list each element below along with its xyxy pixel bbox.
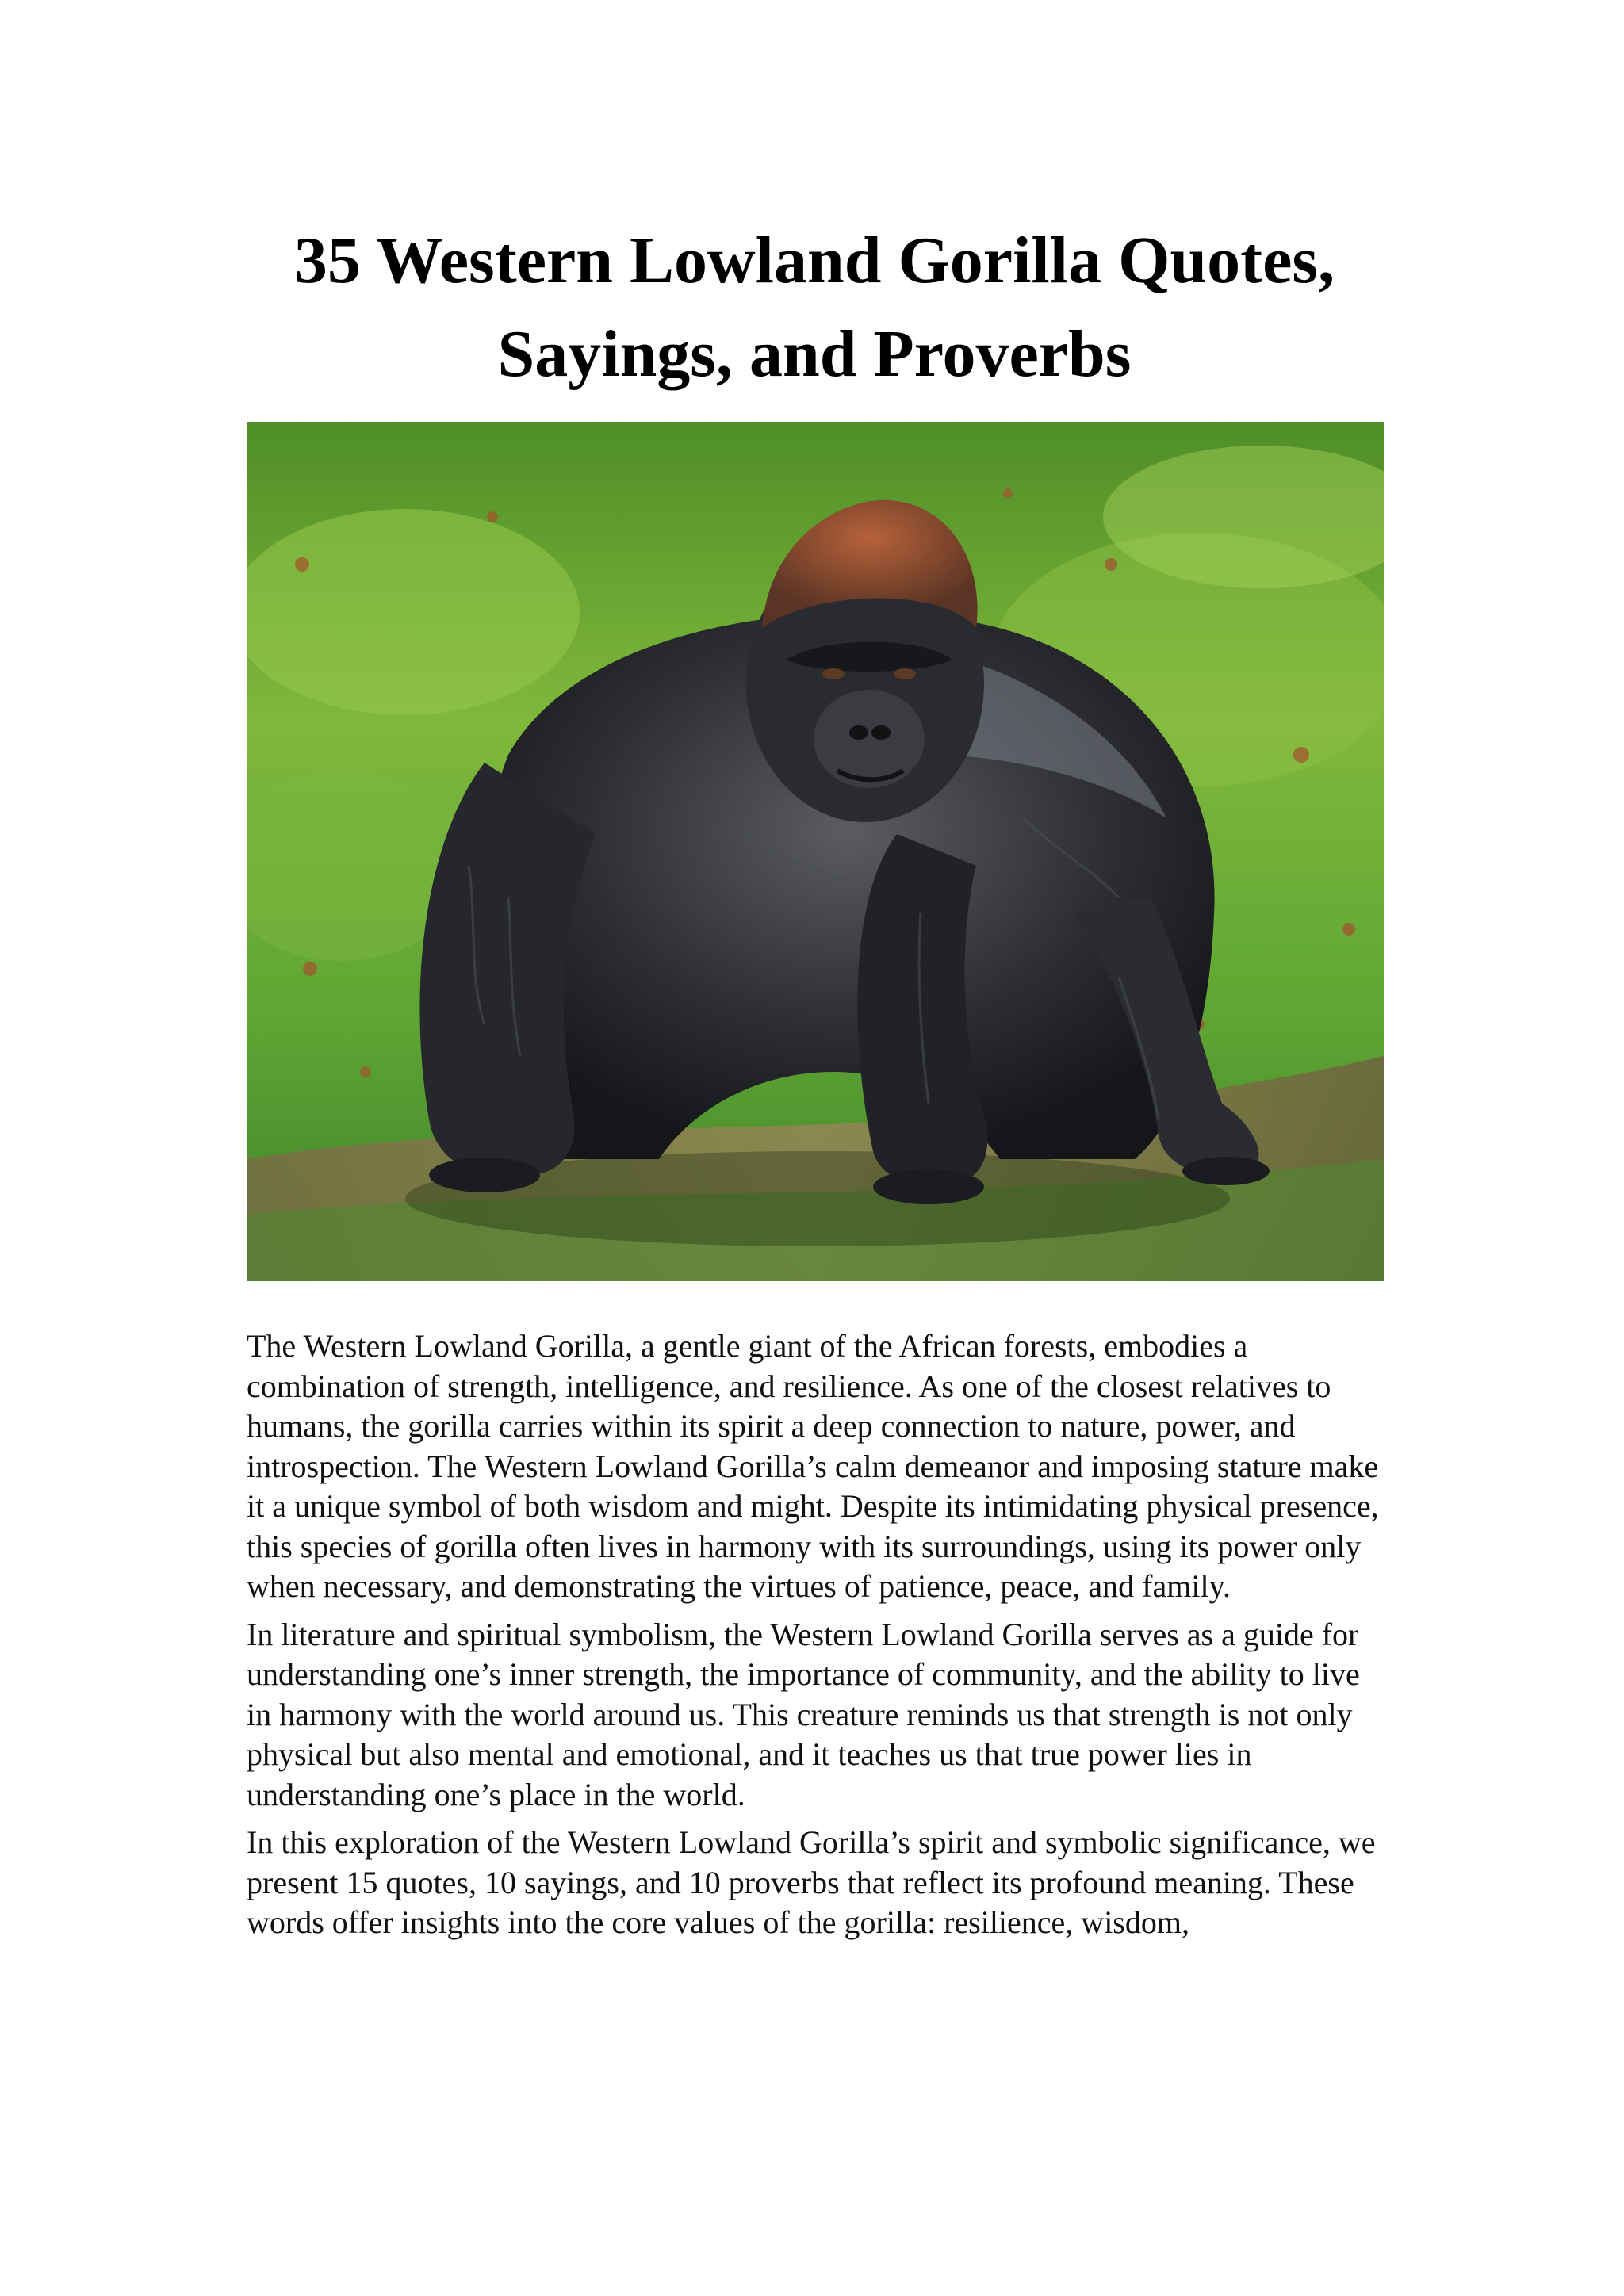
paragraph-exploration: In this exploration of the Western Lowland Gorilla’s spirit and symbolic significance, we present 15 quotes, 10 sayings, and 10 proverbs that reflect its profound meaning. These words offer insights into the core values of the gorilla: resilience, wisdom,	[247, 1824, 1376, 1940]
paragraph-intro: The Western Lowland Gorilla, a gentle giant of the African forests, embodies a combination of strength, intelligence, and resilience. As one of the closest relatives to humans, the gorilla carries within its spirit a deep connection to nature, power, and introspection. The Western Lowland Gorilla’s calm demeanor and imposing stature make it a unique symbol of both wisdom and might. Despite its intimidating physical presence, this species of gorilla often lives in harmony with its surroundings, using its power only when necessary, and demonstrating the virtues of patience, peace, and family.	[247, 1328, 1379, 1604]
paragraph-symbolism: In literature and spiritual symbolism, the Western Lowland Gorilla serves as a guide for understanding one’s inner strength, the importance of community, and the ability to live in harmony with the world around us. This creature reminds us that strength is not only physical but also mental and emotional, and it teaches us that true power lies in understanding one’s place in the world.	[247, 1616, 1360, 1812]
page-title	[247, 214, 1381, 401]
title-line-2: Sayings, and Proverbs	[497, 317, 1132, 391]
article-body	[247, 1326, 1388, 1951]
title-line-1: 35 Western Lowland Gorilla Quotes,	[293, 224, 1335, 297]
gorilla-photo	[247, 422, 1384, 1281]
